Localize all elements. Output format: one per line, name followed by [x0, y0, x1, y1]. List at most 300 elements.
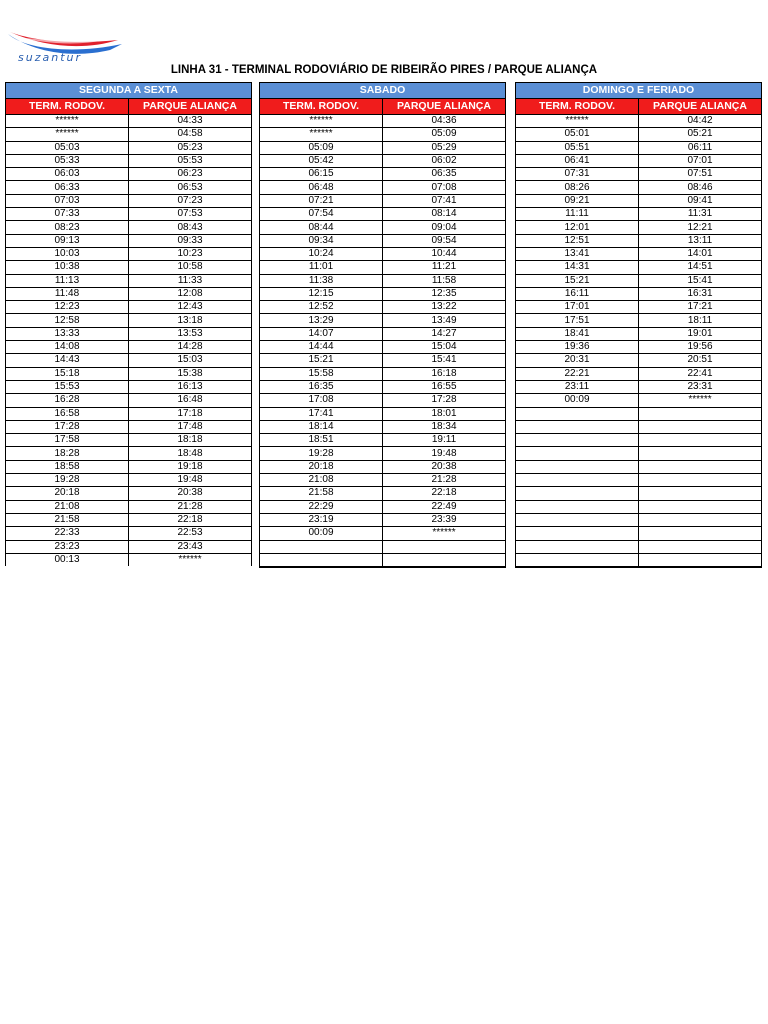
table-row — [516, 261, 762, 274]
departure-parque-cell: 09:33 — [129, 234, 252, 247]
departure-parque-cell: 07:53 — [129, 208, 252, 221]
table-row — [516, 460, 762, 473]
departure-terminal-cell: 22:21 — [516, 367, 639, 380]
table-row — [260, 128, 506, 141]
departure-terminal-cell: 16:11 — [516, 287, 639, 300]
departure-parque-cell: 05:53 — [129, 154, 252, 167]
departure-terminal-cell: 09:21 — [516, 194, 639, 207]
table-row — [516, 341, 762, 354]
departure-terminal-cell: 14:07 — [260, 327, 383, 340]
table-row — [516, 234, 762, 247]
departure-terminal-cell: 06:33 — [6, 181, 129, 194]
table-row — [516, 194, 762, 207]
table-row — [260, 553, 506, 567]
departure-parque-cell — [383, 553, 506, 567]
table-row — [6, 540, 252, 553]
table-row — [516, 181, 762, 194]
table-row — [260, 194, 506, 207]
departure-parque-cell: 19:01 — [639, 327, 762, 340]
table-row — [260, 208, 506, 221]
departure-parque-cell: 10:58 — [129, 261, 252, 274]
departure-terminal-cell: ****** — [516, 115, 639, 128]
table-row — [6, 487, 252, 500]
departure-terminal-cell: 17:01 — [516, 301, 639, 314]
table-row — [260, 287, 506, 300]
departure-parque-cell — [639, 513, 762, 526]
departure-parque-cell — [639, 420, 762, 433]
table-row — [260, 394, 506, 407]
departure-terminal-cell — [516, 434, 639, 447]
table-row — [516, 407, 762, 420]
departure-terminal-cell: ****** — [260, 115, 383, 128]
departure-parque-cell: 16:13 — [129, 380, 252, 393]
table-row — [6, 447, 252, 460]
departure-parque-cell: 18:11 — [639, 314, 762, 327]
departure-terminal-cell: 12:52 — [260, 301, 383, 314]
table-row — [6, 194, 252, 207]
departure-terminal-cell: 11:13 — [6, 274, 129, 287]
table-row — [260, 221, 506, 234]
departure-terminal-cell — [516, 513, 639, 526]
departure-parque-cell: 11:31 — [639, 208, 762, 221]
departure-terminal-cell: 06:48 — [260, 181, 383, 194]
column-header-parque-alianca: PARQUE ALIANÇA — [129, 99, 252, 115]
departure-terminal-cell: 12:01 — [516, 221, 639, 234]
table-row — [516, 394, 762, 407]
departure-terminal-cell: 19:28 — [6, 474, 129, 487]
departure-terminal-cell: ****** — [6, 115, 129, 128]
departure-terminal-cell: ****** — [6, 128, 129, 141]
departure-parque-cell: 14:01 — [639, 247, 762, 260]
departure-parque-cell: 18:01 — [383, 407, 506, 420]
table-row — [6, 221, 252, 234]
departure-terminal-cell: 18:51 — [260, 434, 383, 447]
departure-parque-cell: 07:41 — [383, 194, 506, 207]
table-row — [260, 527, 506, 540]
departure-terminal-cell: 08:23 — [6, 221, 129, 234]
table-row — [6, 341, 252, 354]
departure-terminal-cell: 11:38 — [260, 274, 383, 287]
departure-parque-cell: 08:46 — [639, 181, 762, 194]
departure-parque-cell: 06:23 — [129, 168, 252, 181]
departure-parque-cell: 15:03 — [129, 354, 252, 367]
departure-parque-cell: 06:11 — [639, 141, 762, 154]
departure-parque-cell: 18:48 — [129, 447, 252, 460]
departure-terminal-cell: 23:11 — [516, 380, 639, 393]
departure-parque-cell: 22:18 — [383, 487, 506, 500]
departure-terminal-cell: 15:21 — [516, 274, 639, 287]
departure-parque-cell: 04:33 — [129, 115, 252, 128]
table-row — [260, 513, 506, 526]
day-header: DOMINGO E FERIADO — [516, 83, 762, 99]
departure-terminal-cell: 00:09 — [260, 527, 383, 540]
departure-terminal-cell: 05:42 — [260, 154, 383, 167]
departure-parque-cell: 22:41 — [639, 367, 762, 380]
table-row — [6, 261, 252, 274]
departure-terminal-cell: 21:58 — [6, 513, 129, 526]
departure-parque-cell: 14:27 — [383, 327, 506, 340]
column-header-parque-alianca: PARQUE ALIANÇA — [383, 99, 506, 115]
departure-terminal-cell: ****** — [260, 128, 383, 141]
column-header-term-rodov: TERM. RODOV. — [260, 99, 383, 115]
departure-parque-cell: 22:53 — [129, 527, 252, 540]
table-row — [516, 553, 762, 567]
table-row — [6, 460, 252, 473]
table-row — [6, 234, 252, 247]
departure-parque-cell: 09:41 — [639, 194, 762, 207]
table-row — [260, 354, 506, 367]
departure-terminal-cell: 14:43 — [6, 354, 129, 367]
departure-terminal-cell — [516, 500, 639, 513]
column-header-term-rodov: TERM. RODOV. — [6, 99, 129, 115]
table-row — [516, 354, 762, 367]
departure-terminal-cell: 10:38 — [6, 261, 129, 274]
table-row — [516, 500, 762, 513]
table-row — [260, 460, 506, 473]
departure-terminal-cell — [516, 527, 639, 540]
departure-parque-cell: 20:38 — [129, 487, 252, 500]
departure-parque-cell: 09:54 — [383, 234, 506, 247]
departure-parque-cell: 13:53 — [129, 327, 252, 340]
departure-parque-cell: 12:08 — [129, 287, 252, 300]
table-row — [6, 154, 252, 167]
departure-parque-cell: 15:04 — [383, 341, 506, 354]
table-row — [6, 420, 252, 433]
departure-terminal-cell: 08:44 — [260, 221, 383, 234]
schedule-table-sunday — [515, 82, 762, 568]
departure-terminal-cell: 15:18 — [6, 367, 129, 380]
table-row — [516, 474, 762, 487]
departure-terminal-cell: 13:29 — [260, 314, 383, 327]
departure-terminal-cell: 23:19 — [260, 513, 383, 526]
departure-terminal-cell: 07:21 — [260, 194, 383, 207]
table-row — [260, 168, 506, 181]
departure-terminal-cell: 07:31 — [516, 168, 639, 181]
departure-parque-cell: 05:09 — [383, 128, 506, 141]
departure-terminal-cell: 21:58 — [260, 487, 383, 500]
table-row — [516, 447, 762, 460]
departure-parque-cell: 05:21 — [639, 128, 762, 141]
departure-terminal-cell: 23:23 — [6, 540, 129, 553]
departure-parque-cell: 12:43 — [129, 301, 252, 314]
table-row — [6, 115, 252, 128]
departure-terminal-cell — [516, 407, 639, 420]
table-row — [6, 527, 252, 540]
column-header-parque-alianca: PARQUE ALIANÇA — [639, 99, 762, 115]
table-row — [260, 115, 506, 128]
table-row — [260, 301, 506, 314]
schedule-table-saturday — [259, 82, 506, 568]
departure-terminal-cell: 20:31 — [516, 354, 639, 367]
table-row — [6, 513, 252, 526]
departure-parque-cell: 10:44 — [383, 247, 506, 260]
departure-parque-cell: 17:48 — [129, 420, 252, 433]
departure-terminal-cell: 13:41 — [516, 247, 639, 260]
departure-parque-cell: 17:18 — [129, 407, 252, 420]
departure-parque-cell: 12:21 — [639, 221, 762, 234]
table-row — [260, 327, 506, 340]
table-row — [260, 447, 506, 460]
departure-terminal-cell: 10:24 — [260, 247, 383, 260]
table-row — [516, 487, 762, 500]
departure-terminal-cell: 11:11 — [516, 208, 639, 221]
departure-parque-cell — [639, 487, 762, 500]
departure-terminal-cell — [516, 553, 639, 567]
departure-parque-cell: 04:36 — [383, 115, 506, 128]
table-row — [260, 234, 506, 247]
departure-parque-cell: 17:28 — [383, 394, 506, 407]
departure-terminal-cell: 09:13 — [6, 234, 129, 247]
departure-parque-cell: 16:31 — [639, 287, 762, 300]
departure-parque-cell: ****** — [383, 527, 506, 540]
table-row — [260, 141, 506, 154]
departure-terminal-cell: 16:35 — [260, 380, 383, 393]
departure-terminal-cell: 12:51 — [516, 234, 639, 247]
table-row — [516, 301, 762, 314]
table-row — [260, 380, 506, 393]
departure-terminal-cell: 14:08 — [6, 341, 129, 354]
table-row — [260, 367, 506, 380]
column-header-term-rodov: TERM. RODOV. — [516, 99, 639, 115]
table-row — [6, 553, 252, 566]
departure-terminal-cell: 20:18 — [6, 487, 129, 500]
departure-terminal-cell — [516, 474, 639, 487]
departure-parque-cell: 22:49 — [383, 500, 506, 513]
departure-terminal-cell: 16:28 — [6, 394, 129, 407]
departure-terminal-cell — [260, 540, 383, 553]
departure-terminal-cell: 17:28 — [6, 420, 129, 433]
departure-terminal-cell: 17:08 — [260, 394, 383, 407]
table-row — [6, 301, 252, 314]
departure-terminal-cell: 18:28 — [6, 447, 129, 460]
departure-terminal-cell: 06:03 — [6, 168, 129, 181]
departure-parque-cell: 21:28 — [383, 474, 506, 487]
departure-terminal-cell: 18:58 — [6, 460, 129, 473]
departure-terminal-cell: 11:48 — [6, 287, 129, 300]
departure-parque-cell — [639, 447, 762, 460]
departure-parque-cell: 08:14 — [383, 208, 506, 221]
departure-terminal-cell: 09:34 — [260, 234, 383, 247]
departure-parque-cell: 09:04 — [383, 221, 506, 234]
departure-parque-cell: 17:21 — [639, 301, 762, 314]
table-row — [260, 154, 506, 167]
departure-terminal-cell: 14:44 — [260, 341, 383, 354]
departure-terminal-cell: 15:21 — [260, 354, 383, 367]
departure-parque-cell: 07:51 — [639, 168, 762, 181]
table-row — [6, 500, 252, 513]
departure-terminal-cell: 17:51 — [516, 314, 639, 327]
table-row — [516, 327, 762, 340]
table-row — [516, 141, 762, 154]
departure-parque-cell: 18:34 — [383, 420, 506, 433]
day-header: SABADO — [260, 83, 506, 99]
departure-terminal-cell: 00:09 — [516, 394, 639, 407]
departure-terminal-cell: 12:15 — [260, 287, 383, 300]
table-row — [516, 221, 762, 234]
departure-terminal-cell: 14:31 — [516, 261, 639, 274]
table-row — [516, 513, 762, 526]
departure-terminal-cell: 05:51 — [516, 141, 639, 154]
departure-terminal-cell: 05:01 — [516, 128, 639, 141]
departure-parque-cell: 04:58 — [129, 128, 252, 141]
table-row — [6, 354, 252, 367]
table-row — [516, 367, 762, 380]
departure-parque-cell: 19:48 — [383, 447, 506, 460]
departure-parque-cell: 15:38 — [129, 367, 252, 380]
departure-terminal-cell: 22:29 — [260, 500, 383, 513]
table-row — [260, 247, 506, 260]
table-row — [6, 141, 252, 154]
departure-terminal-cell: 05:33 — [6, 154, 129, 167]
page-title: LINHA 31 - TERMINAL RODOVIÁRIO DE RIBEIRÃO PIRES / PARQUE ALIANÇA — [170, 64, 598, 76]
table-row — [516, 247, 762, 260]
table-row — [6, 314, 252, 327]
table-row — [260, 314, 506, 327]
logo-text: suzantur — [18, 51, 82, 64]
departure-parque-cell: 08:43 — [129, 221, 252, 234]
departure-parque-cell: 20:51 — [639, 354, 762, 367]
departure-parque-cell — [639, 460, 762, 473]
departure-parque-cell: 07:01 — [639, 154, 762, 167]
departure-parque-cell: 16:48 — [129, 394, 252, 407]
departure-parque-cell — [639, 434, 762, 447]
departure-terminal-cell: 17:58 — [6, 434, 129, 447]
departure-terminal-cell — [260, 553, 383, 567]
table-row — [260, 181, 506, 194]
table-row — [6, 394, 252, 407]
departure-terminal-cell: 07:03 — [6, 194, 129, 207]
table-row — [516, 208, 762, 221]
departure-terminal-cell: 22:33 — [6, 527, 129, 540]
departure-parque-cell: 14:28 — [129, 341, 252, 354]
table-row — [260, 434, 506, 447]
departure-parque-cell: 19:48 — [129, 474, 252, 487]
table-row — [260, 341, 506, 354]
schedule-table-weekday — [5, 82, 252, 566]
departure-parque-cell: 11:33 — [129, 274, 252, 287]
departure-parque-cell: 18:18 — [129, 434, 252, 447]
table-row — [516, 380, 762, 393]
departure-parque-cell: 07:08 — [383, 181, 506, 194]
departure-parque-cell: 13:11 — [639, 234, 762, 247]
departure-parque-cell: 04:42 — [639, 115, 762, 128]
table-row — [6, 128, 252, 141]
table-row — [260, 487, 506, 500]
departure-parque-cell: 12:35 — [383, 287, 506, 300]
departure-terminal-cell: 05:03 — [6, 141, 129, 154]
departure-parque-cell: 16:18 — [383, 367, 506, 380]
departure-terminal-cell: 18:41 — [516, 327, 639, 340]
departure-parque-cell: 11:21 — [383, 261, 506, 274]
departure-terminal-cell: 17:41 — [260, 407, 383, 420]
departure-parque-cell: 23:39 — [383, 513, 506, 526]
table-row — [516, 527, 762, 540]
departure-parque-cell — [639, 553, 762, 567]
table-row — [6, 208, 252, 221]
departure-parque-cell: 10:23 — [129, 247, 252, 260]
table-row — [260, 407, 506, 420]
departure-parque-cell: 05:29 — [383, 141, 506, 154]
table-row — [516, 314, 762, 327]
departure-terminal-cell: 15:53 — [6, 380, 129, 393]
departure-parque-cell — [639, 540, 762, 553]
table-row — [6, 327, 252, 340]
departure-parque-cell: ****** — [129, 553, 252, 566]
departure-terminal-cell: 12:58 — [6, 314, 129, 327]
departure-parque-cell: 06:35 — [383, 168, 506, 181]
departure-terminal-cell: 13:33 — [6, 327, 129, 340]
departure-terminal-cell: 16:58 — [6, 407, 129, 420]
departure-terminal-cell: 07:33 — [6, 208, 129, 221]
departure-terminal-cell — [516, 447, 639, 460]
table-row — [516, 287, 762, 300]
departure-parque-cell: 15:41 — [639, 274, 762, 287]
departure-terminal-cell: 20:18 — [260, 460, 383, 473]
departure-terminal-cell — [516, 460, 639, 473]
departure-terminal-cell: 15:58 — [260, 367, 383, 380]
departure-parque-cell — [639, 500, 762, 513]
table-row — [6, 168, 252, 181]
table-row — [6, 274, 252, 287]
table-row — [260, 540, 506, 553]
table-row — [6, 407, 252, 420]
departure-parque-cell: 23:43 — [129, 540, 252, 553]
table-row — [6, 434, 252, 447]
departure-terminal-cell: 00:13 — [6, 553, 129, 566]
departure-terminal-cell: 19:28 — [260, 447, 383, 460]
table-row — [516, 434, 762, 447]
departure-parque-cell: 05:23 — [129, 141, 252, 154]
table-row — [6, 287, 252, 300]
departure-terminal-cell: 11:01 — [260, 261, 383, 274]
table-row — [516, 540, 762, 553]
table-row — [516, 128, 762, 141]
departure-parque-cell: 21:28 — [129, 500, 252, 513]
table-row — [260, 420, 506, 433]
departure-parque-cell: 14:51 — [639, 261, 762, 274]
departure-terminal-cell: 10:03 — [6, 247, 129, 260]
departure-terminal-cell: 18:14 — [260, 420, 383, 433]
departure-parque-cell: 23:31 — [639, 380, 762, 393]
departure-parque-cell: 13:22 — [383, 301, 506, 314]
table-row — [516, 168, 762, 181]
table-row — [6, 474, 252, 487]
departure-parque-cell — [383, 540, 506, 553]
table-row — [6, 367, 252, 380]
table-row — [516, 274, 762, 287]
departure-parque-cell: 20:38 — [383, 460, 506, 473]
departure-terminal-cell: 08:26 — [516, 181, 639, 194]
departure-terminal-cell: 06:41 — [516, 154, 639, 167]
departure-terminal-cell: 06:15 — [260, 168, 383, 181]
departure-parque-cell: ****** — [639, 394, 762, 407]
departure-parque-cell: 06:02 — [383, 154, 506, 167]
table-row — [6, 247, 252, 260]
departure-parque-cell — [639, 474, 762, 487]
departure-terminal-cell — [516, 540, 639, 553]
table-row — [260, 274, 506, 287]
day-header: SEGUNDA A SEXTA — [6, 83, 252, 99]
departure-terminal-cell: 07:54 — [260, 208, 383, 221]
departure-parque-cell: 16:55 — [383, 380, 506, 393]
departure-terminal-cell — [516, 487, 639, 500]
departure-parque-cell: 22:18 — [129, 513, 252, 526]
departure-parque-cell: 13:49 — [383, 314, 506, 327]
table-row — [260, 261, 506, 274]
table-row — [260, 500, 506, 513]
departure-parque-cell: 19:18 — [129, 460, 252, 473]
table-row — [6, 380, 252, 393]
